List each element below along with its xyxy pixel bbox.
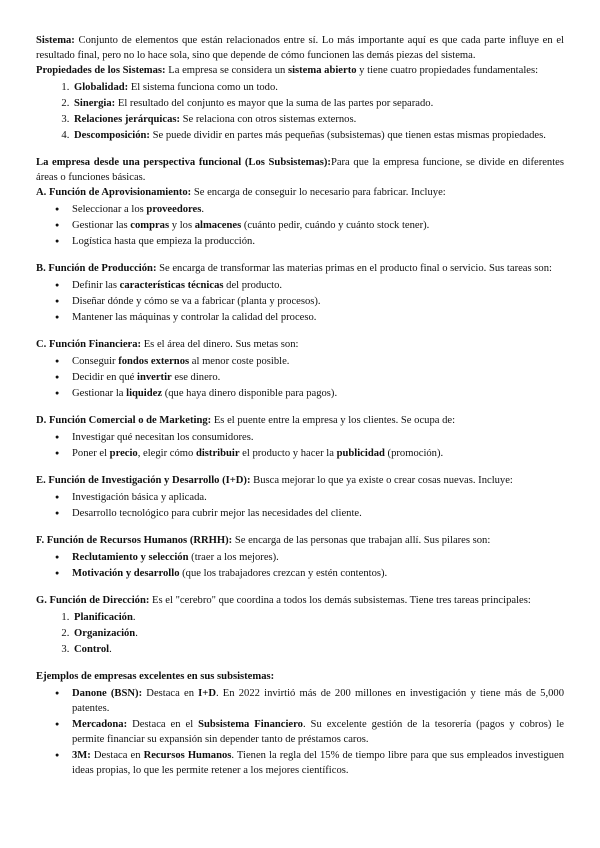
list-item: ● Desarrollo tecnológico para cubrir mejor las necesidades del cliente. xyxy=(72,506,564,521)
examples-list xyxy=(36,686,564,778)
section-a-heading: A. Función de Aprovisionamiento: Se encarga de conseguir lo necesario para fabricar. Incluye: xyxy=(36,187,446,198)
list-item: 2. Organización. xyxy=(72,626,564,641)
list-item: ● Conseguir fondos externos al menor coste posible. xyxy=(72,354,564,369)
list-item: ● 3M: Destaca en Recursos Humanos. Tienen la regla del 15% de tiempo libre para que sus empleados investiguen ideas propias, lo que les permite retener a los mejores científicos. xyxy=(72,748,564,778)
section-g-list xyxy=(36,610,564,657)
list-item: 1. Planificación. xyxy=(72,610,564,625)
list-item: ● Decidir en qué invertir ese dinero. xyxy=(72,370,564,385)
sistema-definition: Sistema: Conjunto de elementos que están relacionados entre sí. Lo más importante aquí es que cada parte influye en el resultado final, pero no lo hace sola, sino que depende de cómo funcionen las demás piezas del sistema. xyxy=(36,35,564,61)
section-g-heading: G. Función de Dirección: Es el "cerebro" que coordina a todos los demás subsistemas. Tiene tres tareas principales: xyxy=(36,595,531,606)
section-d-heading: D. Función Comercial o de Marketing: Es el puente entre la empresa y los clientes. Se ocupa de: xyxy=(36,415,456,426)
list-item: 3. Control. xyxy=(72,642,564,657)
properties-intro: Propiedades de los Sistemas: La empresa se considera un sistema abierto y tiene cuatro propiedades fundamentales: xyxy=(36,65,539,76)
list-item: ● Investigar qué necesitan los consumidores. xyxy=(72,430,564,445)
examples-heading: Ejemplos de empresas excelentes en sus subsistemas: xyxy=(36,671,275,682)
list-item: ● Mercadona: Destaca en el Subsistema Financiero. Su excelente gestión de la tesorería (pagos y cobros) le permite financiar su expansión sin depender tanto de préstamos caros. xyxy=(72,717,564,747)
section-c-heading: C. Función Financiera: Es el área del dinero. Sus metas son: xyxy=(36,339,299,350)
list-item: ● Investigación básica y aplicada. xyxy=(72,490,564,505)
section-e-heading: E. Función de Investigación y Desarrollo (I+D): Busca mejorar lo que ya existe o crear cosas nuevas. Incluye: xyxy=(36,475,513,486)
list-item: 4. Descomposición: Se puede dividir en partes más pequeñas (subsistemas) que tienen estas mismas propiedades. xyxy=(72,128,564,143)
section-b-heading: B. Función de Producción: Se encarga de transformar las materias primas en el producto final o servicio. Sus tareas son: xyxy=(36,263,552,274)
list-item: 3. Relaciones jerárquicas: Se relaciona con otros sistemas externos. xyxy=(72,112,564,127)
list-item: ● Definir las características técnicas del producto. xyxy=(72,278,564,293)
list-item: ● Motivación y desarrollo (que los trabajadores crezcan y estén contentos). xyxy=(72,566,564,581)
list-item: ● Danone (BSN): Destaca en I+D. En 2022 invirtió más de 200 millones en investigación y tiene más de 5,000 patentes. xyxy=(72,686,564,716)
section-f-heading: F. Función de Recursos Humanos (RRHH): Se encarga de las personas que trabajan allí. Sus pilares son: xyxy=(36,535,491,546)
section-f-list xyxy=(36,550,564,581)
section-e-list xyxy=(36,490,564,521)
list-item: ● Poner el precio, elegir cómo distribuir el producto y hacer la publicidad (promoción). xyxy=(72,446,564,461)
section-c-list xyxy=(36,354,564,401)
list-item: ● Gestionar la liquidez (que haya dinero disponible para pagos). xyxy=(72,386,564,401)
section-d-list xyxy=(36,430,564,461)
list-item: ● Diseñar dónde y cómo se va a fabricar (planta y procesos). xyxy=(72,294,564,309)
list-item: ● Mantener las máquinas y controlar la calidad del proceso. xyxy=(72,310,564,325)
list-item: ● Logística hasta que empieza la producción. xyxy=(72,234,564,249)
list-item: 1. Globalidad: El sistema funciona como un todo. xyxy=(72,80,564,95)
list-item: 2. Sinergia: El resultado del conjunto es mayor que la suma de las partes por separado. xyxy=(72,96,564,111)
properties-list xyxy=(36,80,564,143)
list-item: ● Gestionar las compras y los almacenes (cuánto pedir, cuándo y cuánto stock tener). xyxy=(72,218,564,233)
list-item: ● Reclutamiento y selección (traer a los mejores). xyxy=(72,550,564,565)
section-a-list xyxy=(36,202,564,249)
functional-perspective: La empresa desde una perspectiva funcional (Los Subsistemas):Para que la empresa funcione, se divide en diferentes áreas o funciones básicas. xyxy=(36,157,564,183)
section-b-list xyxy=(36,278,564,325)
list-item: ● Seleccionar a los proveedores. xyxy=(72,202,564,217)
